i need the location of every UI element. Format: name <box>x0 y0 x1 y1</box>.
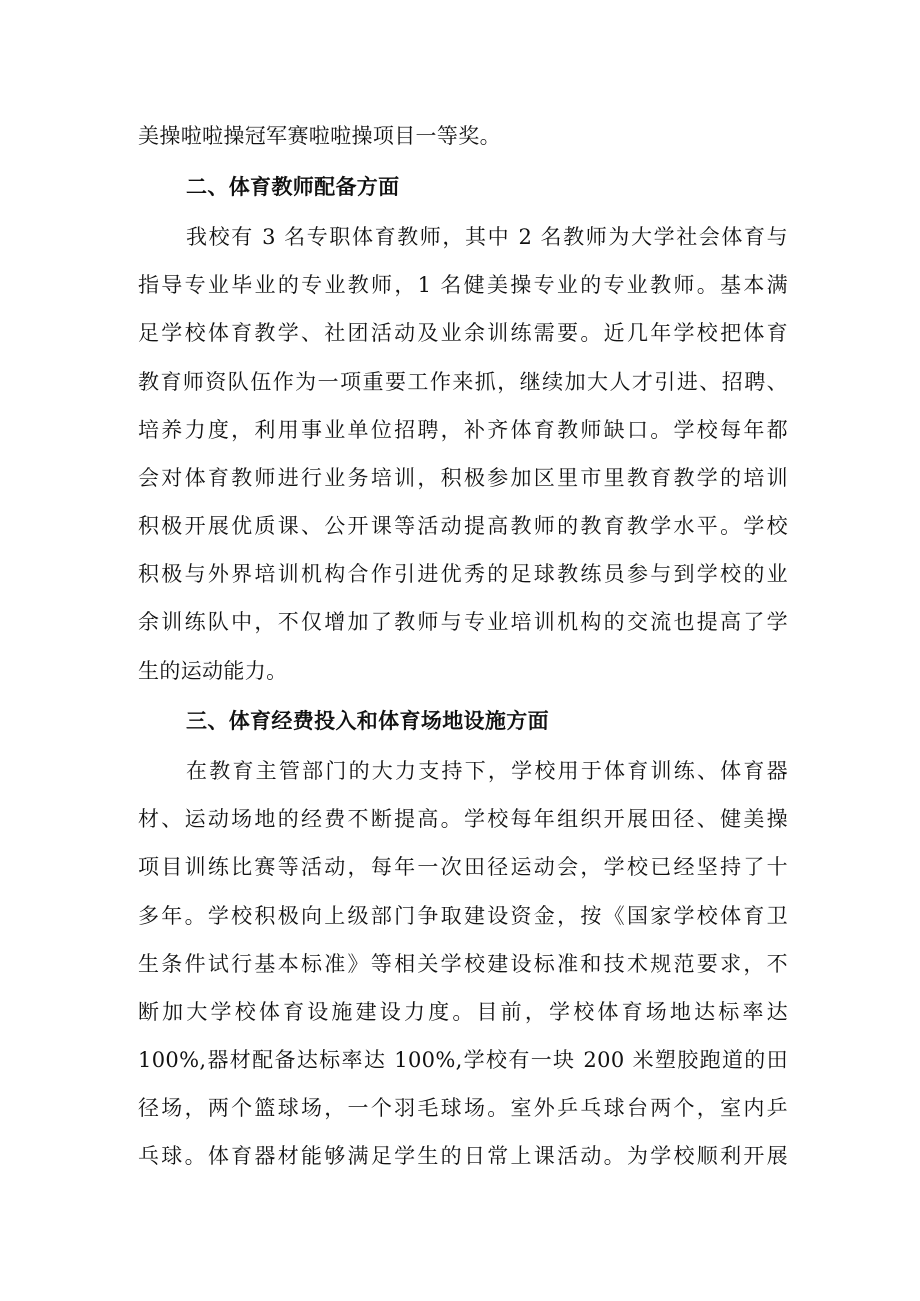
section-heading-funding: 三、体育经费投入和体育场地设施方面 <box>186 709 549 733</box>
text-line: 生的运动能力。 <box>138 659 288 683</box>
text-line: 多年。学校积极向上级部门争取建设资金，按《国家学校体育卫 <box>138 904 788 928</box>
text-line: 项目训练比赛等活动，每年一次田径运动会，学校已经坚持了十 <box>138 855 788 879</box>
text-line: 余训练队中，不仅增加了教师与专业培训机构的交流也提高了学 <box>138 610 788 634</box>
text-line: 材、运动场地的经费不断提高。学校每年组织开展田径、健美操 <box>138 807 788 831</box>
text-line: 培养力度，利用事业单位招聘，补齐体育教师缺口。学校每年都 <box>138 418 788 442</box>
text-line: 我校有 3 名专职体育教师，其中 2 名教师为大学社会体育与 <box>186 225 788 249</box>
text-line: 美操啦啦操冠军赛啦啦操项目一等奖。 <box>138 124 501 148</box>
text-line: 在教育主管部门的大力支持下，学校用于体育训练、体育器 <box>186 759 788 783</box>
text-line: 积极开展优质课、公开课等活动提高教师的教育教学水平。学校 <box>138 514 788 538</box>
text-line: 断加大学校体育设施建设力度。目前，学校体育场地达标率达 <box>138 1000 788 1024</box>
text-line: 教育师资队伍作为一项重要工作来抓，继续加大人才引进、招聘、 <box>138 370 788 394</box>
text-line: 径场，两个篮球场，一个羽毛球场。室外乒乓球台两个，室内乒 <box>138 1096 788 1120</box>
text-line: 100%,器材配备达标率达 100%,学校有一块 200 米塑胶跑道的田 <box>138 1048 788 1072</box>
text-line: 乓球。体育器材能够满足学生的日常上课活动。为学校顺利开展 <box>138 1144 788 1168</box>
section-heading-teachers: 二、体育教师配备方面 <box>186 175 400 199</box>
text-line: 指导专业毕业的专业教师，1 名健美操专业的专业教师。基本满 <box>138 273 788 297</box>
text-line: 会对体育教师进行业务培训，积极参加区里市里教育教学的培训 <box>138 466 788 490</box>
text-line: 积极与外界培训机构合作引进优秀的足球教练员参与到学校的业 <box>138 562 788 586</box>
text-line: 生条件试行基本标准》等相关学校建设标准和技术规范要求，不 <box>138 952 788 976</box>
text-line: 足学校体育教学、社团活动及业余训练需要。近几年学校把体育 <box>138 321 788 345</box>
